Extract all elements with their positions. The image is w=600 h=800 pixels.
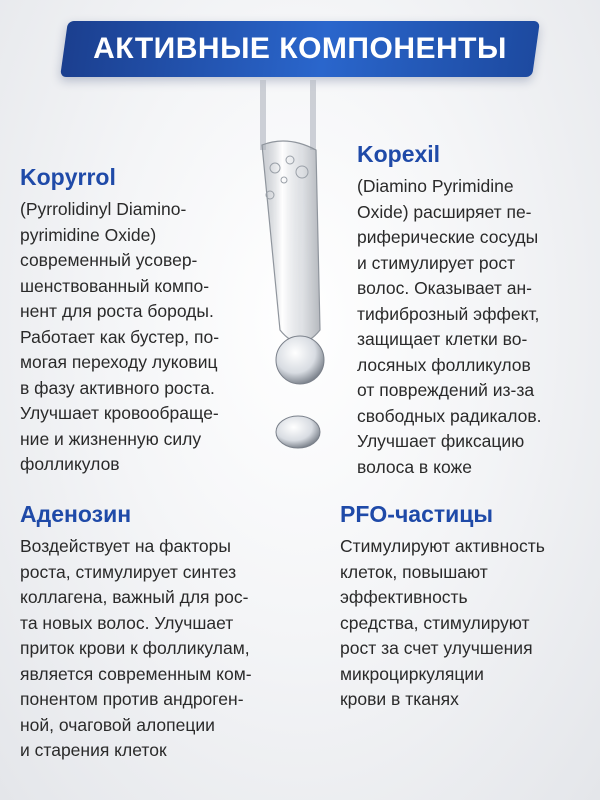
hanging-drop: [276, 336, 324, 384]
text-line: та новых волос. Улучшает: [20, 612, 234, 633]
falling-drop: [276, 416, 320, 448]
kopexil-title: Kopexil: [357, 141, 441, 167]
text-line: тифиброзный эффект,: [357, 303, 540, 324]
text-line: волоса в коже: [357, 456, 472, 477]
pfo-section: [340, 501, 595, 713]
kopexil-description: [357, 174, 597, 480]
pipette-stem: [260, 80, 266, 150]
kopyrrol-title: Kopyrrol: [20, 164, 116, 190]
text-line: Работает как бустер, по-: [20, 326, 220, 347]
text-line: лосяных фолликулов: [357, 354, 531, 375]
text-line: нент для роста бороды.: [20, 301, 214, 321]
text-line: ние и жизненную силу: [20, 428, 202, 449]
text-line: могая переходу луковиц: [20, 352, 218, 372]
pipette-stem-right: [310, 80, 316, 150]
text-line: эффективность: [340, 587, 468, 607]
text-line: (Diamino Pyrimidine: [357, 176, 514, 196]
text-line: Улучшает кровообраще-: [20, 403, 219, 423]
adenozin-description: [20, 534, 320, 764]
text-line: Стимулируют активность: [340, 536, 545, 556]
text-line: современный усовер-: [20, 250, 198, 270]
text-line: Oxide) расширяет пе-: [357, 201, 532, 222]
kopyrrol-section: [20, 164, 280, 478]
page-title: АКТИВНЫЕ КОМПОНЕНТЫ: [93, 32, 507, 65]
adenozin-title: Аденозин: [20, 501, 132, 527]
text-line: pyrimidine Oxide): [20, 224, 157, 245]
text-line: фолликулов: [20, 454, 120, 474]
text-line: является современным ком-: [20, 663, 252, 684]
text-line: Воздействует на факторы: [20, 536, 231, 556]
text-line: свободных радикалов.: [357, 405, 542, 426]
text-line: шенствованный компо-: [20, 275, 210, 296]
text-line: крови в тканях: [340, 689, 459, 709]
text-line: риферические сосуды: [357, 227, 539, 247]
pfo-title: PFO-частицы: [340, 501, 494, 527]
text-line: и стимулирует рост: [357, 252, 516, 273]
kopexil-section: [357, 141, 597, 480]
adenozin-section: [20, 501, 320, 764]
text-line: роста, стимулирует синтез: [20, 561, 237, 582]
text-line: коллагена, важный для рос-: [20, 587, 249, 607]
kopyrrol-description: [20, 197, 280, 478]
text-line: и старения клеток: [20, 740, 167, 760]
text-line: Улучшает фиксацию: [357, 431, 525, 451]
text-line: защищает клетки во-: [357, 329, 528, 349]
text-line: клеток, повышают: [340, 561, 488, 582]
text-line: в фазу активного роста.: [20, 377, 215, 398]
text-line: (Pyrrolidinyl Diamino-: [20, 199, 187, 219]
text-line: средства, стимулируют: [340, 612, 530, 633]
text-line: приток крови к фолликулам,: [20, 638, 250, 658]
text-line: микроциркуляции: [340, 663, 484, 684]
text-line: от повреждений из-за: [357, 380, 535, 400]
text-line: волос. Оказывает ан-: [357, 278, 532, 298]
text-line: рост за счет улучшения: [340, 638, 533, 658]
pfo-description: [340, 534, 595, 713]
text-line: ной, очаговой алопеции: [20, 714, 215, 735]
text-line: понентом против андроген-: [20, 689, 244, 709]
